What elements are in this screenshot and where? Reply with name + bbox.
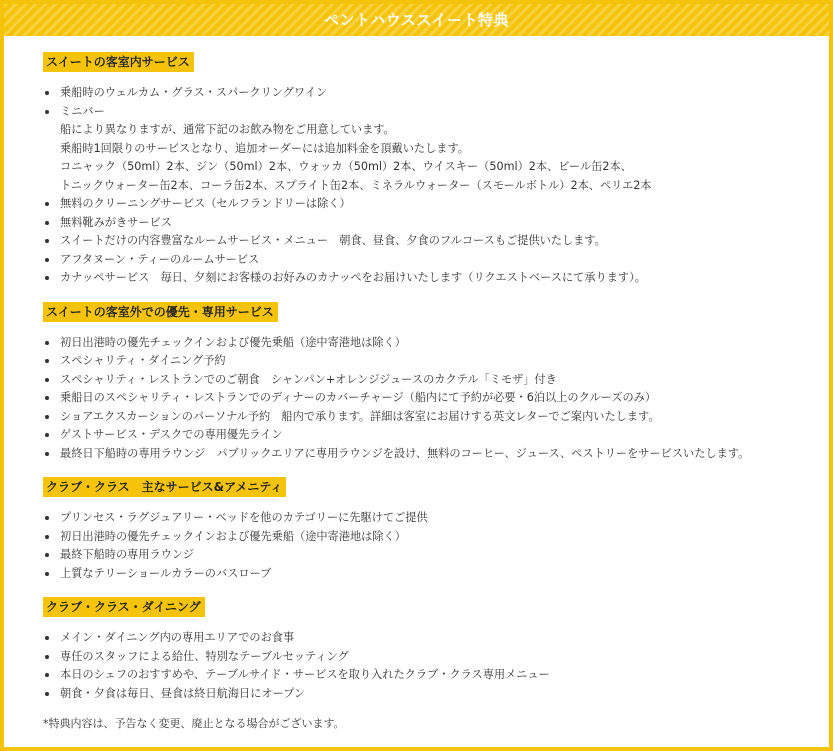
list-item <box>43 214 829 233</box>
list-item <box>43 546 829 565</box>
benefit-list <box>43 629 829 703</box>
list-item <box>43 389 829 408</box>
list-item-text: アフタヌーン・ティーのルームサービス <box>60 252 260 266</box>
list-item-text: ショアエクスカーションのパーソナル予約 船内で承ります。詳細は客室にお届けする英文レターでご案内いたします。 <box>60 409 660 423</box>
benefit-list <box>43 334 829 464</box>
list-item-text: 乗船時のウェルカム・グラス・スパークリングワイン <box>60 86 328 99</box>
list-item <box>43 445 829 464</box>
list-item <box>43 251 829 270</box>
list-item-text: カナッペサービス 毎日、夕刻にお客様のお好みのカナッペをお届けいたします（リクエストベースにて承ります）。 <box>60 271 646 284</box>
list-item-text: 本日のシェフのおすすめや、テーブルサイド・サービスを取り入れたクラブ・クラス専用メニュー <box>60 668 550 681</box>
list-item-text: スペシャリティ・ダイニング予約 <box>60 354 226 367</box>
list-item <box>43 232 829 251</box>
benefits-content <box>4 36 829 732</box>
list-item <box>43 528 829 547</box>
section-title: クラブ・クラス・ダイニング <box>43 597 205 617</box>
list-item-text: メイン・ダイニング内の専用エリアでのお食事 <box>60 631 295 644</box>
list-item <box>43 334 829 353</box>
list-item <box>43 352 829 371</box>
list-item-detail: コニャック（50ml）2本、ジン（50ml）2本、ウォッカ（50ml）2本、ウイスキー（50ml）2本、ビール缶2本、 <box>60 160 632 173</box>
list-item <box>43 408 829 427</box>
list-item <box>43 666 829 685</box>
list-item-text: スペシャリティ・レストランでのご朝食 シャンパン+オレンジジュースのカクテル「ミモザ」付き <box>60 372 557 386</box>
benefit-list <box>43 84 829 288</box>
list-item <box>43 629 829 648</box>
section-title: スイートの客室内サービス <box>43 52 194 72</box>
list-item <box>43 648 829 667</box>
footnote: *特典内容は、予告なく変更、廃止となる場合がございます。 <box>43 717 345 730</box>
list-item <box>43 269 829 288</box>
list-item-detail: 船により異なりますが、通常下記のお飲み物をご用意しています。 <box>60 123 395 136</box>
list-item-text: スイートだけの内容豊富なルームサービス・メニュー 朝食、昼食、夕食のフルコースもご提供いたします。 <box>60 234 606 247</box>
benefit-section <box>43 596 829 703</box>
list-item <box>43 195 829 214</box>
list-item-text: 朝食・夕食は毎日、昼食は終日航海日にオープン <box>60 686 306 700</box>
list-item-text: 最終日下船時の専用ラウンジ パブリックエリアに専用ラウンジを設け、無料のコーヒー、ジュース、ペストリーをサービスいたします。 <box>60 446 750 460</box>
list-item <box>43 685 829 704</box>
benefit-section <box>43 51 829 288</box>
list-item <box>43 509 829 528</box>
list-item-text: 専任のスタッフによる給仕、特別なテーブルセッティング <box>60 649 349 663</box>
benefit-section <box>43 476 829 583</box>
list-item <box>43 103 829 196</box>
list-item <box>43 426 829 445</box>
list-item-text: 乗船日のスペシャリティ・レストランでのディナーのカバーチャージ（船内にて予約が必要・6泊以上のクルーズのみ） <box>60 391 657 404</box>
list-item <box>43 371 829 390</box>
list-item <box>43 565 829 584</box>
section-title: クラブ・クラス 主なサービス&アメニティ <box>43 477 286 497</box>
list-item-text: プリンセス・ラグジュアリー・ベッドを他のカテゴリーに先駆けてご提供 <box>60 511 428 524</box>
list-item-detail: 乗船時1回限りのサービスとなり、追加オーダーには追加料金を頂戴いたします。 <box>60 141 469 155</box>
panel-title: ペントハウススイート特典 <box>4 4 829 36</box>
list-item-detail: トニックウォーター缶2本、コーラ缶2本、スプライト缶2本、ミネラルウォーター（スモールボトル）2本、ペリエ2本 <box>60 178 652 192</box>
section-title: スイートの客室外での優先・専用サービス <box>43 302 278 322</box>
benefit-section <box>43 301 829 464</box>
list-item-text: ミニバー <box>60 104 105 118</box>
list-item-text: ゲストサービス・デスクでの専用優先ライン <box>60 428 283 441</box>
list-item-text: 上質なテリーショールカラーのバスローブ <box>60 566 272 580</box>
list-item-text: 初日出港時の優先チェックインおよび優先乗船（途中寄港地は除く） <box>60 529 406 543</box>
list-item-text: 無料靴みがきサービス <box>60 215 172 229</box>
benefit-list <box>43 509 829 583</box>
list-item-text: 最終下船時の専用ラウンジ <box>60 548 194 561</box>
list-item-text: 無料のクリーニングサービス（セルフランドリーは除く） <box>60 197 351 210</box>
list-item <box>43 84 829 103</box>
list-item-text: 初日出港時の優先チェックインおよび優先乗船（途中寄港地は除く） <box>60 335 406 349</box>
